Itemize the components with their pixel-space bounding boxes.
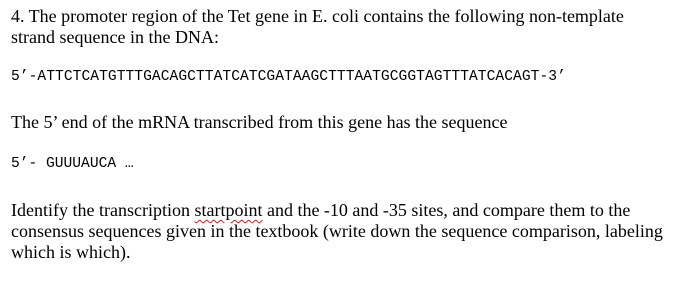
task-text-start: Identify the transcription: [11, 200, 195, 220]
mrna-sequence: 5’- GUUUAUCA …: [11, 156, 134, 172]
mrna-intro: The 5’ end of the mRNA transcribed from this gene has the sequence: [11, 112, 508, 132]
task-instructions: [11, 200, 672, 263]
question-intro: 4. The promoter region of the Tet gene in E. coli contains the following non-template strand sequence in the DNA:: [11, 6, 624, 47]
task-text-end: and the -10 and -35 sites, and compare them to the consensus sequences given in the textbook (write down the sequence comparison, labeling which is which).: [11, 200, 663, 262]
spellcheck-flagged-word[interactable]: startpoint: [194, 200, 263, 220]
dna-sequence: 5’-ATTCTCATGTTTGACAGCTTATCATCGATAAGCTTTAATGCGGTAGTTTATCACAGT-3’: [11, 69, 566, 85]
